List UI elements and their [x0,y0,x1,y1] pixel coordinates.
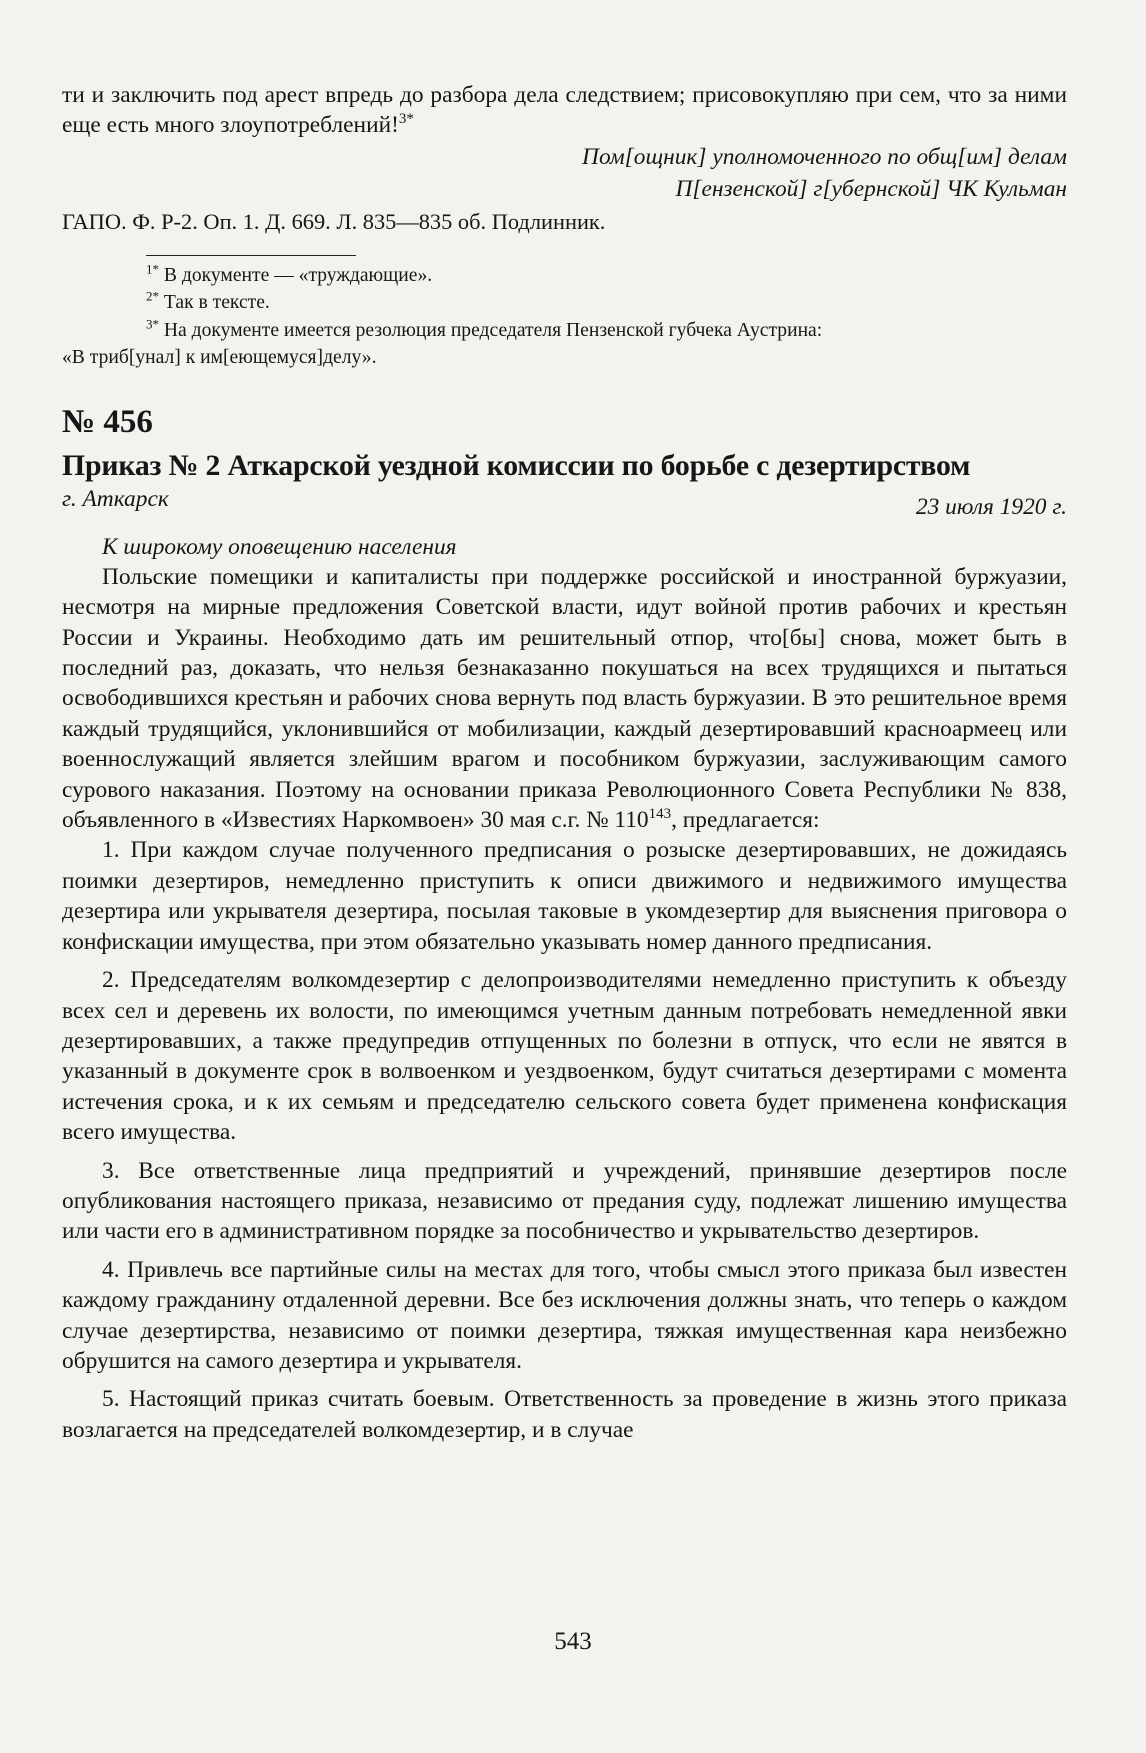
order-item: 2. Председателям волкомдезертир с делопроизводителями немедленно приступить к объезду всех сел и деревень их волости, по имеющимся учетным данным потребовать немедленной явки дезертировавших, а также предупредив отпущенных по болезни в отпуск, что если не явятся в указанный в документе срок в волвоенком и уездвоенком, будут считаться дезертирами с момента истечения срока, и к их семьям и председателю сельского совета будет применена конфискация всего имущества. [62,967,1067,1146]
order-item: 5. Настоящий приказ считать боевым. Ответственность за проведение в жизнь этого приказа возлагается на председателей волкомдезертир, и в случае [62,1386,1067,1443]
previous-document-text: ти и заключить под арест впредь до разбора дела следствием; присовокупляю при сем, что за ними еще есть много злоупотреблений! [62,82,1067,139]
document-place: г. Аткарск [62,485,169,512]
footnotes [62,262,1067,372]
place-date-line [62,484,1067,522]
archive-source: ГАПО. Ф. Р-2. Оп. 1. Д. 669. Л. 835—835 об. Подлинник. [62,208,606,234]
document-page [62,80,1067,1445]
signature-line: П[ензенской] г[убернской] ЧК Кульман [675,175,1067,202]
order-item: 3. Все ответственные лица предприятий и учреждений, принявшие дезертиров после опубликования настоящего приказа, независимо от предания суду, подлежат лишению имущества или части его в административном порядке за пособничество и укрывательство дезертиров. [62,1157,1067,1245]
footnote-reference: 3* [398,111,414,128]
footnote-text: На документе имеется резолюция председателя Пензенской губчека Аустрина: [163,319,823,341]
document-title: Приказ № 2 Аткарской уездной комиссии по борьбе с дезертирством [62,448,971,482]
footnote-text: Так в тексте. [163,292,270,314]
footnote-text: В документе — «труждающие». [163,264,433,286]
endnote-reference: 143 [648,806,672,823]
footnote-mark: 2* [146,288,159,304]
footnote-mark: 1* [146,261,159,277]
document-number: № 456 [62,403,153,440]
order-item: 4. Привлечь все партийные силы на местах для того, чтобы смысл этого приказа был известен каждому гражданину отдаленной деревни. Все без исключения должны знать, что теперь о каждом случае дезертирства, независимо от поимки дезертира, тяжкая имущественная кара неизбежно обрушится на самого дезертира и укрывателя. [62,1256,1067,1374]
signature-line: Пом[ощник] уполномоченного по общ[им] делам [582,143,1067,170]
intro-paragraph [62,562,1067,836]
order-item: 1. При каждом случае полученного предписания о розыске дезертировавших, не дожидаясь поимки дезертиров, немедленно приступить к описи движимого и недвижимого имущества дезертира или укрывателя дезертира, посылая таковые в укомдезертир для выяснения приговора о конфискации имущества, при этом обязательно указывать номер данного предписания. [62,837,1067,955]
page-number: 543 [554,1628,592,1655]
intro-text: Польские помещики и капиталисты при поддержке российской и иностранной буржуазии, несмотря на мирные предложения Советской власти, идут войной против рабочих и крестьян России и Украины. Необходимо дать им решительный отпор, что[бы] снова, может быть в последний раз, доказать, что нельзя безнаказанно покушаться на всех трудящихся и пытаться освободившихся крестьян и рабочих снова вернуть под власть буржуазии. В это решительное время каждый трудящийся, уклонившийся от мобилизации, каждый дезертировавший красноармеец или военнослужащий является злейшим врагом и пособником буржуазии, заслуживающим самого сурового наказания. Поэтому на основании приказа Революционного Совета Республики № 838, объявленного в «Известиях Наркомвоен» 30 мая с.г. № 110 [62,563,1067,834]
previous-document-ending [62,80,1067,141]
document-date: 23 июля 1920 г. [915,493,1067,520]
footnote [62,317,1067,345]
intro-text-end: , предлагается: [671,807,820,834]
footnote-divider [146,255,356,256]
footnote-continuation: «В триб[унал] к им[еющемуся]делу». [62,347,377,369]
footnote-mark: 3* [146,316,159,332]
document-subheading: К широкому оповещению населения [102,533,457,560]
footnote [62,262,1067,290]
footnote [62,289,1067,317]
